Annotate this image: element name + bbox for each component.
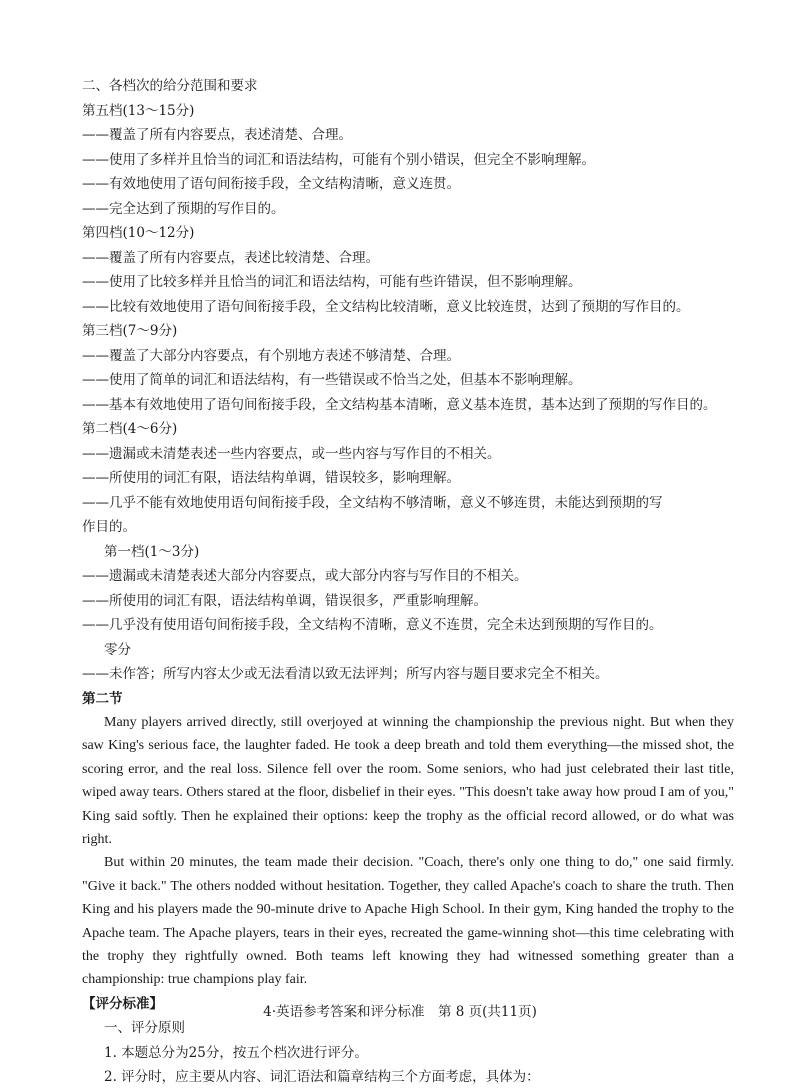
- text-line: 2. 评分时，应主要从内容、词汇语法和篇章结构三个方面考虑，具体为：: [104, 1069, 540, 1086]
- page-footer: 4·英语参考答案和评分标准 第 8 页(共11页): [263, 1004, 537, 1020]
- text-line: ——几乎不能有效地使用语句间衔接手段，全文结构不够清晰，意义不够连贯，未能达到预期的写: [82, 494, 663, 511]
- text-line: ——所使用的词汇有限，语法结构单调，错误很多，严重影响理解。: [82, 592, 487, 609]
- text-line: ——覆盖了所有内容要点，表述清楚、合理。: [82, 127, 352, 143]
- text-line: 第二节: [82, 690, 123, 707]
- text-line: ——遗漏或未清楚表述一些内容要点，或一些内容与写作目的不相关。: [82, 445, 501, 462]
- text-line: ——覆盖了所有内容要点，表述比较清楚、合理。: [82, 249, 379, 266]
- text-line: ——使用了简单的词汇和语法结构，有一些错误或不恰当之处，但基本不影响理解。: [82, 372, 582, 388]
- text-line: 第五档(13～15分): [82, 102, 195, 119]
- scoring-criteria-section: [82, 74, 734, 711]
- text-line: ——比较有效地使用了语句间衔接手段，全文结构比较清晰，意义比较连贯，达到了预期的写作目的。: [82, 298, 690, 315]
- text-line: ——有效地使用了语句间衔接手段，全文结构清晰，意义连贯。: [82, 176, 460, 192]
- text-line: 第四档(10～12分): [82, 225, 195, 241]
- sample-essay: [82, 711, 734, 992]
- text-line: 零分: [104, 641, 131, 658]
- text-line: 作目的。: [82, 519, 136, 535]
- text-line: ——几乎没有使用语句间衔接手段，全文结构不清晰，意义不连贯，完全未达到预期的写作目的。: [82, 617, 663, 633]
- text-line: ——基本有效地使用了语句间衔接手段，全文结构基本清晰，意义基本连贯，基本达到了预期的写作目的。: [82, 396, 717, 413]
- text-line: ——未作答；所写内容太少或无法看清以致无法评判；所写内容与题目要求完全不相关。: [82, 666, 609, 682]
- text-line: ——所使用的词汇有限，语法结构单调，错误较多，影响理解。: [82, 470, 460, 486]
- text-line: 1. 本题总分为25分，按五个档次进行评分。: [104, 1044, 368, 1061]
- text-line: 第二档(4～6分): [82, 421, 178, 437]
- essay-paragraph-1: Many players arrived directly, still overjoyed at winning the championship the previous night. But when they saw King's serious face, the laughter faded. He took a deep breath and told them everything—the missed shot, the scoring error, and the real loss. Silence fell over the room. Some seniors, who had just celebrated their last title, wiped away tears. Others stared at the floor, disbelief in their eyes. "This doesn't take away how proud I am of you," King said softly. Then he explained their options: keep the trophy as the official record allowed, or do what was right.: [82, 715, 734, 848]
- text-line: ——使用了多样并且恰当的词汇和语法结构，可能有个别小错误，但完全不影响理解。: [82, 151, 595, 168]
- text-line: 一、评分原则: [104, 1020, 185, 1037]
- text-line: 第一档(1～3分): [104, 543, 200, 560]
- text-line: ——遗漏或未清楚表述大部分内容要点，或大部分内容与写作目的不相关。: [82, 568, 528, 584]
- text-line: ——使用了比较多样并且恰当的词汇和语法结构，可能有些许错误，但不影响理解。: [82, 274, 582, 290]
- text-line: 第三档(7～9分): [82, 323, 178, 339]
- text-line: 【评分标准】: [82, 995, 163, 1012]
- text-line: ——完全达到了预期的写作目的。: [82, 200, 285, 217]
- text-line: ——覆盖了大部分内容要点，有个别地方表述不够清楚、合理。: [82, 347, 460, 364]
- essay-paragraph-2: But within 20 minutes, the team made their decision. "Coach, there's only one thing to do," one said firmly. "Give it back." The others nodded without hesitation. Together, they called Apache's coach to share the truth. Then King and his players made the 90-minute drive to Apache High School. In their gym, King handed the trophy to the Apache team. The Apache players, tears in their eyes, recreated the game-winning shot—this time celebrating with the trophy they rightfully owned. Both teams left knowing they had witnessed something greater than a championship: true champions play fair.: [82, 855, 734, 988]
- text-line: 二、各档次的给分范围和要求: [82, 78, 258, 94]
- document-body: [82, 74, 734, 1090]
